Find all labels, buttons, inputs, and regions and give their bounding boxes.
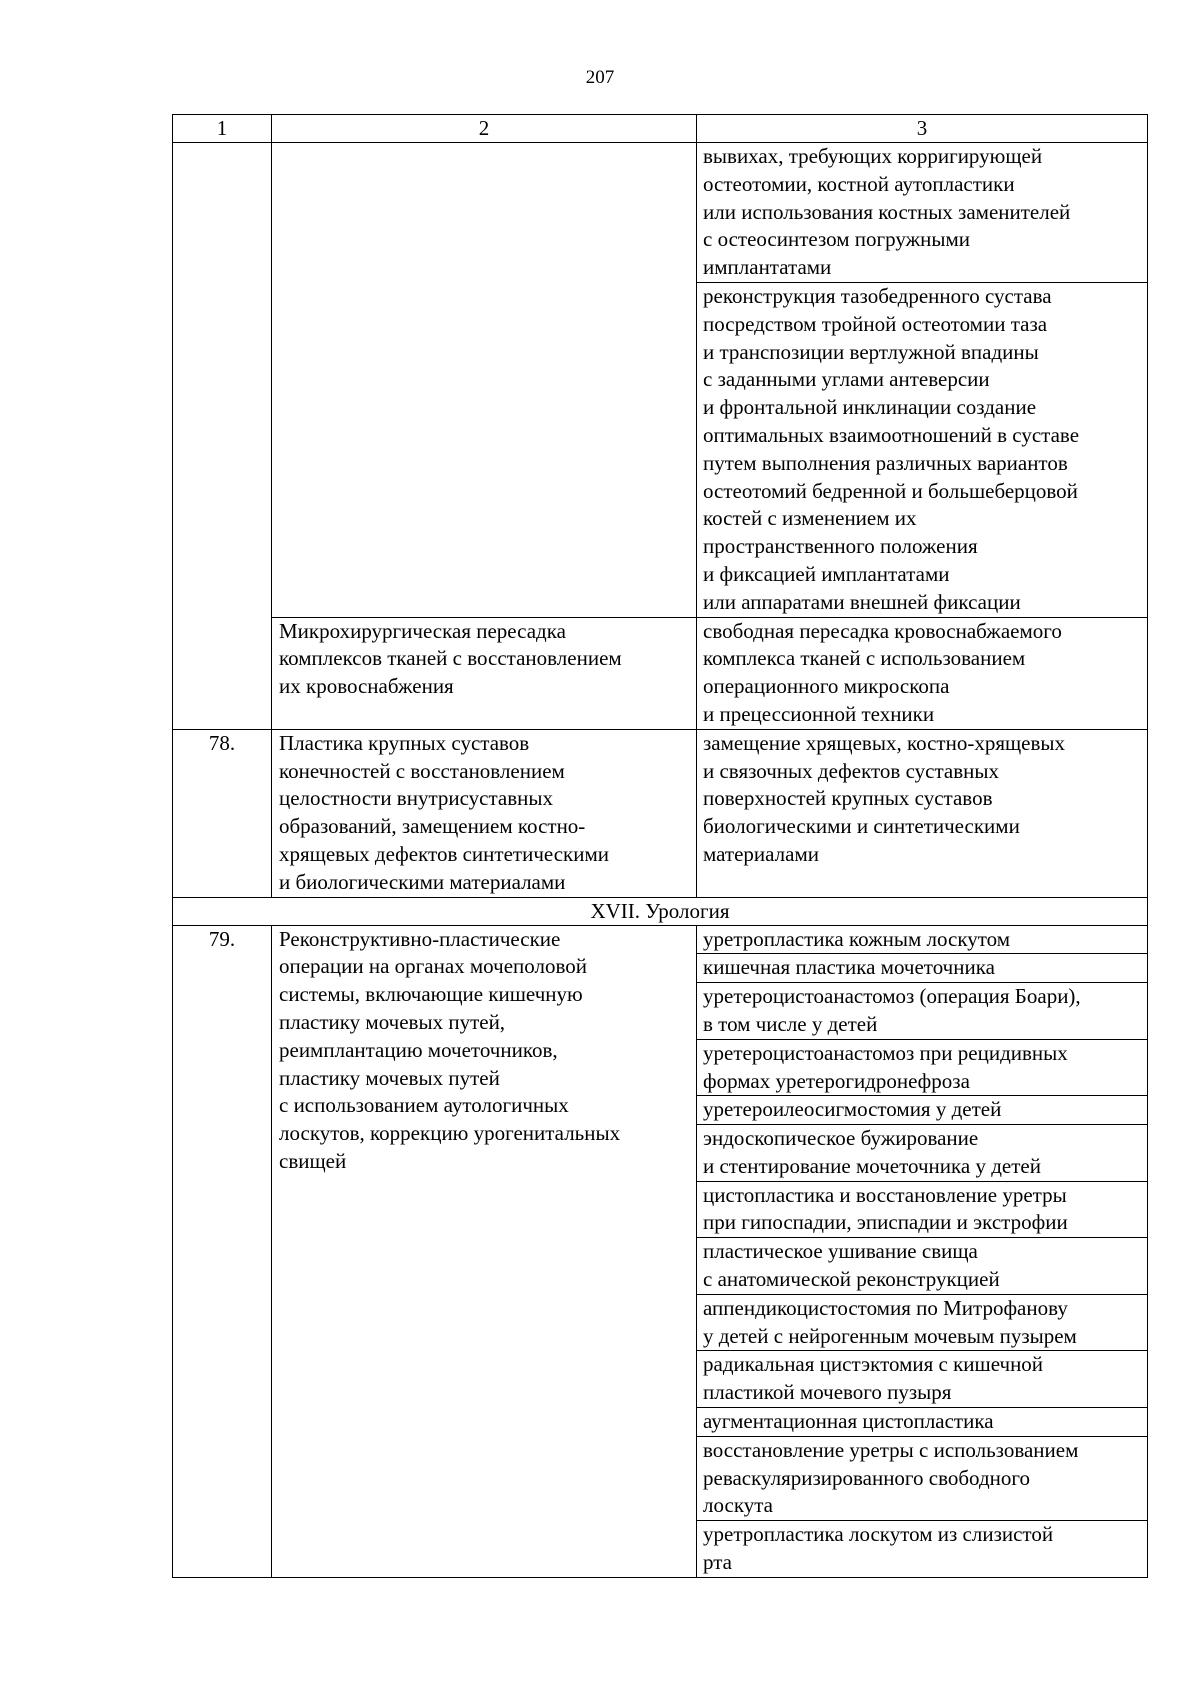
method-item: уретропластика лоскутом из слизистой рта — [703, 1522, 1054, 1575]
page-number: 207 — [585, 67, 615, 88]
row-number-cell — [173, 729, 272, 897]
method-item: эндоскопическое бужирование и стентирование мочеточника у детей — [697, 1125, 1147, 1182]
row-name: Микрохирургическая пересадка комплексов тканей с восстановлением их кровоснабжения — [279, 618, 622, 699]
row-number: 79. — [208, 926, 236, 951]
method-item: уретропластика кожным лоскутом — [697, 926, 1147, 955]
table-row — [173, 617, 1148, 729]
row-methods-cell — [697, 925, 1148, 1577]
table-row — [173, 925, 1148, 1577]
row-number-cell — [173, 143, 272, 730]
row-name: Реконструктивно-пластические операции на органах мочеполовой системы, включающие кишечную пластику мочевых путей, реимплантацию мочеточников, пластику мочевых путей с использованием аутологичных лоскутов, коррекцию урогенитальных свищей — [279, 926, 621, 1173]
row-number: 78. — [208, 730, 236, 755]
method-item: замещение хрящевых, костно-хрящевых и связочных дефектов суставных поверхностей крупных суставов биологическими и синтетическими материалами — [703, 730, 1066, 866]
section-heading: XVII. Урология — [173, 897, 1148, 925]
method-item: уретероилеосигмостомия у детей — [697, 1096, 1147, 1125]
row-methods-cell — [697, 617, 1148, 729]
method-item: пластическое ушивание свища с анатомической реконструкцией — [697, 1238, 1147, 1295]
table-row — [173, 729, 1148, 897]
header-col-3: 3 — [697, 115, 1148, 143]
table-row — [173, 143, 1148, 618]
header-col-1: 1 — [173, 115, 272, 143]
header-col-2: 2 — [272, 115, 697, 143]
procedures-table — [172, 114, 1148, 1578]
method-item: радикальная цистэктомия с кишечной пластикой мочевого пузыря — [697, 1351, 1147, 1408]
method-item: кишечная пластика мочеточника — [697, 954, 1147, 983]
row-name-cell — [272, 617, 697, 729]
row-methods-cell — [697, 729, 1148, 897]
method-item: реконструкция тазобедренного сустава посредством тройной остеотомии таза и транспозиции вертлужной впадины с заданными углами антеверсии и фронтальной инклинации создание оптимальных взаимоотношений в суставе путем выполнения различных вариантов остеотомий бедренной и большеберцовой костей с изменением их пространственного положения и фиксацией имплантатами или аппаратами внешней фиксации — [703, 283, 1080, 614]
method-item: аппендикоцистостомия по Митрофанову у детей с нейрогенным мочевым пузырем — [697, 1295, 1147, 1352]
row-name-cell — [272, 143, 697, 618]
method-item: восстановление уретры с использованием реваскуляризированного свободного лоскута — [697, 1437, 1147, 1521]
row-number-cell — [173, 925, 272, 1577]
method-item: цистопластика и восстановление уретры при гипоспадии, эписпадии и экстрофии — [697, 1182, 1147, 1239]
method-item: аугментационная цистопластика — [697, 1408, 1147, 1437]
row-name-cell — [272, 925, 697, 1577]
method-item: вывихах, требующих корригирующей остеотомии, костной аутопластики или использования костных заменителей с остеосинтезом погружными имплантатами — [697, 143, 1147, 283]
header-row — [173, 115, 1148, 143]
row-name-cell — [272, 729, 697, 897]
method-item: уретероцистоанастомоз (операция Боари), в том числе у детей — [697, 983, 1147, 1040]
row-name: Пластика крупных суставов конечностей с восстановлением целостности внутрисуставных образований, замещением костно- хрящевых дефектов синтетическими и биологическими материалами — [279, 730, 610, 894]
method-item: уретероцистоанастомоз при рецидивных формах уретерогидронефроза — [697, 1040, 1147, 1097]
row-methods-cell — [697, 143, 1148, 618]
method-item: свободная пересадка кровоснабжаемого комплекса тканей с использованием операционного микроскопа и прецессионной техники — [703, 618, 1062, 726]
section-row — [173, 897, 1148, 925]
